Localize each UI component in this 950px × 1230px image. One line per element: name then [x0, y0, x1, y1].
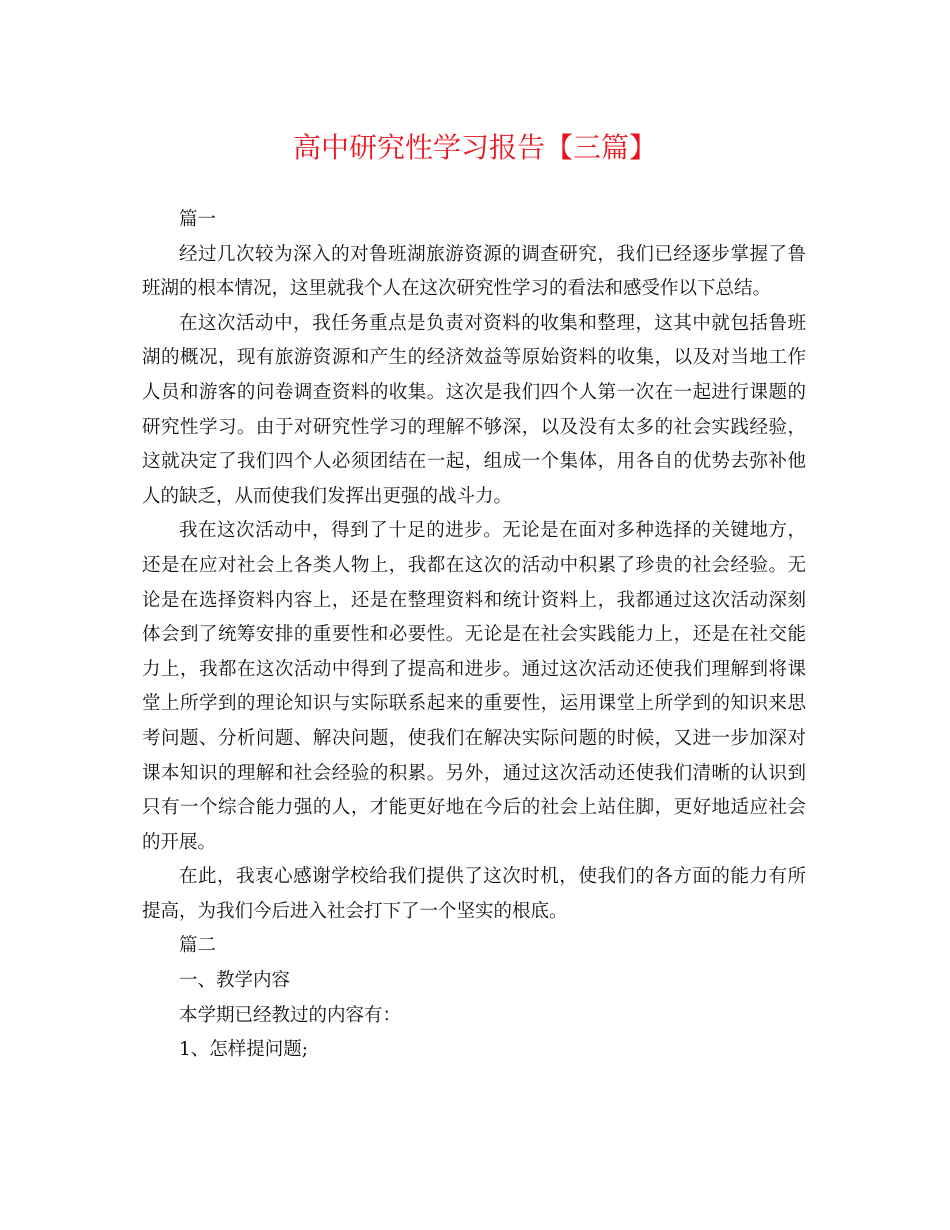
paragraph: 在此，我衷心感谢学校给我们提供了这次时机，使我们的各方面的能力有所提高，为我们今后进入社会打下了一个坚实的根底。 [142, 866, 806, 922]
list-item: 1、怎样提问题; [179, 1039, 309, 1061]
subheading: 一、教学内容 [179, 970, 291, 992]
document-body [142, 203, 806, 1068]
paragraph: 本学期已经教过的内容有： [179, 1004, 402, 1026]
document-title: 高中研究性学习报告【三篇】 [292, 131, 657, 164]
section-heading-1: 篇一 [179, 209, 217, 230]
paragraph: 我在这次活动中，得到了十足的进步。无论是在面对多种选择的关键地方，还是在应对社会上各类人物上，我都在这次的活动中积累了珍贵的社会经验。无论是在选择资料内容上，还是在整理资料和统计资料上，我都通过这次活动深刻体会到了统筹安排的重要性和必要性。无论是在社会实践能力上，还是在社交能力上，我都在这次活动中得到了提高和进步。通过这次活动还使我们理解到将课堂上所学到的理论知识与实际联系起来的重要性，运用课堂上所学到的知识来思考问题、分析问题、解决问题，使我们在解决实际问题的时候，又进一步加深对课本知识的理解和社会经验的积累。另外，通过这次活动还使我们清晰的认识到只有一个综合能力强的人，才能更好地在今后的社会上站住脚，更好地适应社会的开展。 [142, 520, 806, 853]
paragraph: 在这次活动中，我任务重点是负责对资料的收集和整理，这其中就包括鲁班湖的概况，现有旅游资源和产生的经济效益等原始资料的收集，以及对当地工作人员和游客的问卷调查资料的收集。这次是我们四个人第一次在一起进行课题的研究性学习。由于对研究性学习的理解不够深，以及没有太多的社会实践经验，这就决定了我们四个人必须团结在一起，组成一个集体，用各自的优势去弥补他人的缺乏，从而使我们发挥出更强的战斗力。 [142, 312, 806, 507]
paragraph: 经过几次较为深入的对鲁班湖旅游资源的调查研究，我们已经逐步掌握了鲁班湖的根本情况，这里就我个人在这次研究性学习的看法和感受作以下总结。 [142, 243, 806, 300]
section-heading-2: 篇二 [179, 935, 217, 957]
